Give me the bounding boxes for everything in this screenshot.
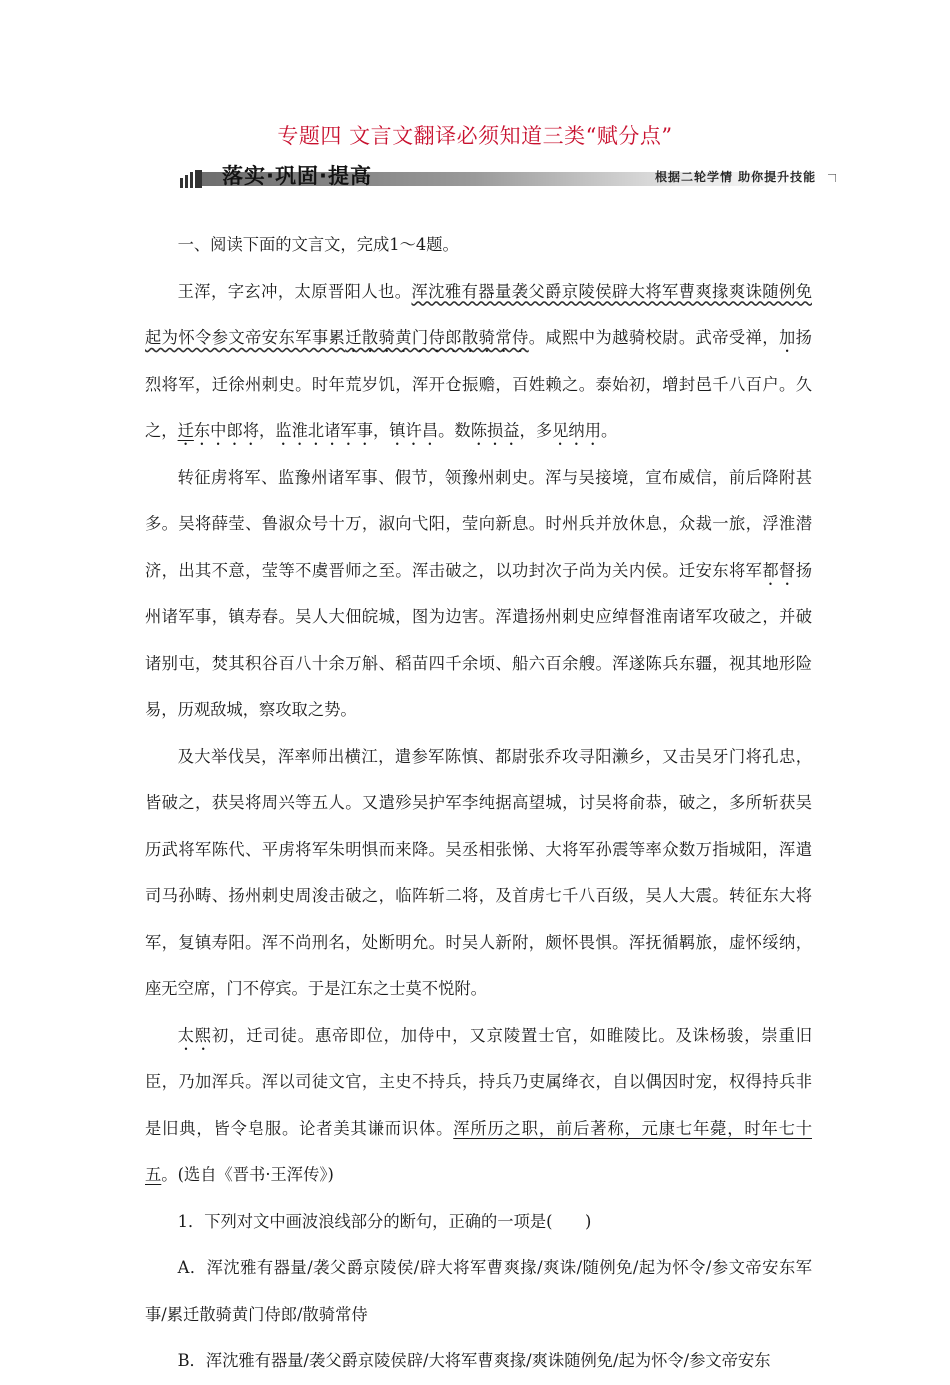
- wavy-underlined-text: 浑沈雅有器量袭父爵京陵侯辟大将军曹爽掾爽诛随例免起为怀令参文帝安东军事累: [145, 281, 812, 347]
- text-run: 。: [600, 421, 618, 440]
- document-body: [145, 222, 812, 1385]
- banner-corner-icon: [828, 174, 836, 182]
- dotted-underlined-text: 迁: [177, 421, 194, 440]
- dotted-text: 太熙: [177, 1025, 212, 1045]
- dotted-text: 陈损益: [470, 421, 520, 440]
- dotted-text: 都督: [762, 560, 796, 580]
- text-run: 初，迁司徒。惠帝即位，加侍中，又京陵置士官，如睢陵比。及诛杨骏，崇重旧臣，乃加浑兵。浑以司徒文官，主史不持兵，持兵乃吏属绛衣，自以偶因时宠，权得持兵非是旧典，皆令皂服。论者美其谦而识体。: [145, 1025, 812, 1138]
- banner-subheading: 根据二轮学情 助你提升技能: [655, 170, 817, 184]
- text-run: 扬烈将军，迁徐州刺史。时年荒岁饥，浑开仓振赡，百姓赖之。泰始初，增封邑千八百户。久之，: [145, 328, 812, 440]
- text-run: 扬州诸军事，镇寿春。吴人大佃皖城，图为边害。浑遣扬州刺史应绰督淮南诸军攻破之，并破诸别屯，焚其积谷百八十余万斛、稻苗四千余顷、船六百余艘。浑遂陈兵东疆，视其地形险易，历观敌城，察攻取之势。: [145, 560, 812, 719]
- passage-paragraph-4: [145, 1013, 812, 1199]
- text-run: 。咸熙中为越骑校尉。武帝受禅，: [528, 328, 779, 347]
- option-b: B．浑沈雅有器量/袭父爵京陵侯辟/大将军曹爽掾/爽诛随例免/起为怀令/参文帝安东: [177, 1351, 771, 1370]
- dotted-text: 加: [778, 328, 796, 347]
- text-run: 。(选自《晋书·王浑传》): [161, 1165, 334, 1184]
- dotted-wavy-text: 迁散骑黄门侍郎散骑常侍: [345, 328, 529, 347]
- passage-paragraph-2: [145, 455, 812, 734]
- text-run: 转征虏将军、监豫州诸军事、假节，领豫州刺史。浑与吴接境，宣布威信，前后降附甚多。吴将薛莹、鲁淑众号十万，淑向弋阳，莹向新息。时州兵并放休息，众裁一旅，浮淮潜济，出其不意，莹等不虞晋师之至。浑击破之，以功封次子尚为关内侯。迁安东将军: [145, 467, 812, 580]
- passage-paragraph-3: 及大举伐吴，浑率师出横江，遣参军陈慎、都尉张乔攻寻阳濑乡，又击吴牙门将孔忠，皆破之，获吴将周兴等五人。又遣殄吴护军李纯据高望城，讨吴将俞恭，破之，多所斩获吴历武将军陈代、平虏将军朱明惧而来降。吴丞相张悌、大将军孙震等率众数万指城阳，浑遣司马孙畴、扬州刺史周浚击破之，临阵斩二将，及首虏七千八百级，吴人大震。转征东大将军，复镇寿阳。浑不尚刑名，处断明允。时吴人新附，颇怀畏惧。浑抚循羁旅，虚怀绥纳，座无空席，门不停宾。于是江东之士莫不悦附。: [145, 746, 812, 998]
- banner-stripes-icon: [180, 170, 202, 190]
- option-a: A．浑沈雅有器量/袭父爵京陵侯/辟大将军曹爽掾/爽诛/随例免/起为怀令/参文帝安东军事/累迁散骑黄门侍郎/散骑常侍: [145, 1258, 812, 1324]
- dotted-text: 东中郎将，监淮北诸军事，镇许昌: [193, 421, 439, 440]
- underlined-sentence: 浑所历之职，前后著称，元康七年薨，时年七十五: [145, 1118, 812, 1184]
- text-run: 王浑，字玄冲，太原晋阳人也。: [177, 281, 412, 301]
- page-title: 专题四 文言文翻译必须知道三类“赋分点”: [277, 124, 673, 148]
- question-1: 1．下列对文中画波浪线部分的断句，正确的一项是( ): [177, 1211, 592, 1231]
- text-run: ，多: [519, 421, 553, 440]
- question-intro: 一、阅读下面的文言文，完成1～4题。: [177, 235, 459, 254]
- passage-paragraph-1: [145, 269, 812, 455]
- dotted-text: 见纳用: [552, 421, 601, 440]
- text-run: 。数: [438, 421, 471, 440]
- banner-heading: 落实·巩固·提高: [222, 164, 372, 188]
